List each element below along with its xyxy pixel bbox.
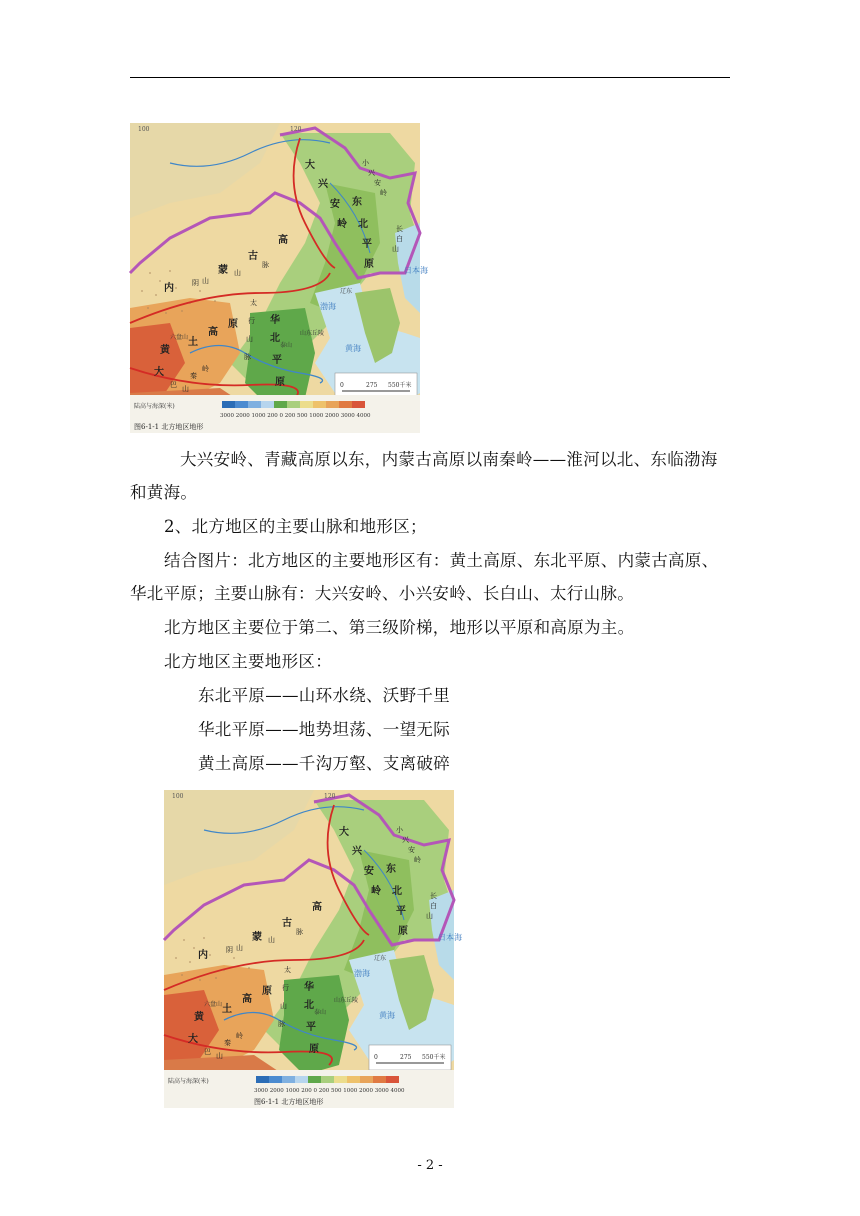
map2-scale-550: 550千米 <box>422 1054 446 1061</box>
map1-label-huangtu-1: 黄 <box>160 345 170 356</box>
map1-legend-title: 陆高与海深(米) <box>134 403 175 410</box>
map2-label-huangtu-4: 原 <box>262 986 272 997</box>
map1-label-dong: 东 <box>352 197 362 208</box>
map1-legend-values: 3000 2000 1000 200 0 200 500 1000 2000 3000 4000 <box>220 413 371 419</box>
map2-label-bei: 北 <box>392 886 402 897</box>
map1-label-huangtu-4: 原 <box>228 319 238 330</box>
map1-label-xing: 兴 <box>318 179 328 190</box>
map1-label-taihang-3: 山 <box>246 335 253 343</box>
map1-label-qinling-2: 岭 <box>202 365 209 373</box>
paragraph-line-5: 华北平原；主要山脉有：大兴安岭、小兴安岭、长白山、太行山脉。 <box>130 584 634 603</box>
map1-caption: 图6-1-1 北方地区地形 <box>134 423 204 431</box>
map1-label-huangtu-3: 高 <box>208 327 218 338</box>
map2-label-yinshan-4: 脉 <box>296 928 303 936</box>
map2-legend-values: 3000 2000 1000 200 0 200 500 1000 2000 3000 4000 <box>254 1088 405 1094</box>
map1-label-huabei-2: 北 <box>270 333 280 344</box>
map1-label-huabei-4: 原 <box>275 377 285 388</box>
map2-label-taihang-4: 脉 <box>278 1020 285 1028</box>
map1-label-ling: 岭 <box>337 219 347 230</box>
map1-label-yinshan-4: 脉 <box>262 261 269 269</box>
map1-label-yinshan-3: 山 <box>234 269 241 277</box>
map2-label-huabei-2: 北 <box>304 1000 314 1011</box>
map2-label-changbai-3: 山 <box>426 912 433 920</box>
map2-label-dabashan-2: 巴 <box>204 1048 211 1056</box>
map2-label-taihang-1: 太 <box>284 966 291 974</box>
map1-label-da: 大 <box>305 160 315 171</box>
terrain-map-2 <box>164 790 462 1108</box>
map2-label-bohai: 渤海 <box>354 969 370 978</box>
map2-lon-120: 120 <box>324 793 336 800</box>
map2-label-taishan: 泰山 <box>314 1009 327 1016</box>
map2-label-taihang-2: 行 <box>282 984 289 992</box>
map1-label-gao: 高 <box>278 235 288 246</box>
map2-label-ling: 岭 <box>371 886 381 897</box>
map2-label-da: 大 <box>339 827 349 838</box>
map1-label-xiaoxing-2: 兴 <box>368 169 375 177</box>
terrain-map-figure-2 <box>164 790 462 1108</box>
map1-label-huangtu-2: 土 <box>188 337 198 348</box>
map1-label-shandong: 山东丘陵 <box>300 330 325 337</box>
map2-label-riben: 日本海 <box>438 933 462 942</box>
map2-label-huanghai: 黄海 <box>379 1011 395 1020</box>
map2-legend-title: 陆高与海深(米) <box>168 1078 209 1085</box>
map2-caption: 图6-1-1 北方地区地形 <box>254 1098 324 1106</box>
map2-label-yuan: 原 <box>398 926 408 937</box>
map2-scale-0: 0 <box>374 1054 378 1061</box>
map1-label-bohai: 渤海 <box>320 302 336 311</box>
map2-label-xiaoxing-3: 安 <box>408 846 415 854</box>
header-rule <box>130 77 730 78</box>
page-number: - 2 - <box>417 1158 443 1173</box>
map1-label-taihang-1: 太 <box>250 299 257 307</box>
map1-label-ping: 平 <box>362 239 372 250</box>
map2-label-huabei-4: 原 <box>309 1044 319 1055</box>
map2-label-xiaoxing-2: 兴 <box>402 836 409 844</box>
map2-scale-275: 275 <box>400 1054 412 1061</box>
map2-label-qinling-1: 秦 <box>224 1039 231 1047</box>
map1-label-dabashan-1: 大 <box>154 367 164 378</box>
map1-label-changbai-2: 白 <box>396 235 403 243</box>
map1-scale-550: 550千米 <box>388 382 412 389</box>
map1-label-qinling-1: 秦 <box>190 372 197 380</box>
map2-label-taihang-3: 山 <box>280 1002 287 1010</box>
map1-label-liaodong: 辽东 <box>340 288 353 295</box>
paragraph-line-6: 北方地区主要位于第二、第三级阶梯，地形以平原和高原为主。 <box>164 618 635 637</box>
terrain-map-1 <box>130 123 428 433</box>
map2-label-ping: 平 <box>396 906 406 917</box>
map1-label-nei: 内 <box>164 283 174 294</box>
map1-lon-100: 100 <box>138 126 150 133</box>
terrain-item-loess: 黄土高原——千沟万壑、支离破碎 <box>198 754 450 773</box>
map2-label-xiaoxing-1: 小 <box>396 826 403 834</box>
map1-label-riben: 日本海 <box>404 266 428 275</box>
map2-label-huangtu-1: 黄 <box>194 1012 204 1023</box>
map2-label-huangtu-2: 土 <box>222 1004 232 1015</box>
map1-scale-0: 0 <box>340 382 344 389</box>
map1-scale-275: 275 <box>366 382 378 389</box>
map2-label-shandong: 山东丘陵 <box>334 997 359 1004</box>
map1-label-xiaoxing-1: 小 <box>362 159 369 167</box>
map2-label-gao: 高 <box>312 902 322 913</box>
map1-label-taihang-2: 行 <box>248 317 255 325</box>
map1-lon-120: 120 <box>290 126 302 133</box>
map1-label-dabashan-3: 山 <box>182 385 189 393</box>
paragraph-line-7: 北方地区主要地形区： <box>164 652 332 671</box>
terrain-item-northeast: 东北平原——山环水绕、沃野千里 <box>198 686 450 705</box>
map1-label-xiaoxing-3: 安 <box>374 179 381 187</box>
map2-label-yinshan-3: 山 <box>268 936 275 944</box>
map1-label-xiaoxing-4: 岭 <box>380 189 387 197</box>
map1-label-gu: 古 <box>248 251 258 262</box>
map2-label-dabashan-3: 山 <box>216 1052 223 1060</box>
map1-label-taishan: 泰山 <box>280 342 293 349</box>
map2-label-huabei-3: 平 <box>306 1022 316 1033</box>
map2-label-liaodong: 辽东 <box>374 955 387 962</box>
map2-label-yinshan-1: 阴 <box>226 946 233 954</box>
map1-label-huabei-1: 华 <box>270 315 280 326</box>
map2-label-an: 安 <box>364 866 374 877</box>
map1-label-changbai-1: 长 <box>396 225 403 233</box>
map1-label-yinshan-1: 阴 <box>192 279 199 287</box>
map1-label-yinshan-2: 山 <box>202 277 209 285</box>
map2-label-dabashan-1: 大 <box>188 1034 198 1045</box>
map2-label-xing: 兴 <box>352 846 362 857</box>
map2-label-huabei-1: 华 <box>304 982 314 993</box>
map1-label-huanghai: 黄海 <box>345 344 361 353</box>
map2-label-changbai-1: 长 <box>430 892 437 900</box>
map1-label-changbai-3: 山 <box>392 245 399 253</box>
map2-label-liupan: 六盘山 <box>204 1001 223 1008</box>
map2-label-dong: 东 <box>386 864 396 875</box>
map2-label-huangtu-3: 高 <box>242 994 252 1005</box>
map1-label-huabei-3: 平 <box>272 355 282 366</box>
map1-label-taihang-4: 脉 <box>244 353 251 361</box>
map2-label-qinling-2: 岭 <box>236 1032 243 1040</box>
map2-label-meng: 蒙 <box>252 932 262 943</box>
map2-label-gu: 古 <box>282 918 292 929</box>
terrain-item-northchina: 华北平原——地势坦荡、一望无际 <box>198 720 450 739</box>
map1-label-liupan: 六盘山 <box>170 334 189 341</box>
map2-label-changbai-2: 白 <box>430 902 437 910</box>
map2-label-yinshan-2: 山 <box>236 944 243 952</box>
terrain-map-figure-1 <box>130 123 428 433</box>
map1-label-yuan: 原 <box>364 259 374 270</box>
map2-lon-100: 100 <box>172 793 184 800</box>
map1-label-meng: 蒙 <box>218 265 228 276</box>
map2-label-nei: 内 <box>198 950 208 961</box>
map1-label-bei: 北 <box>358 219 368 230</box>
paragraph-line-4: 结合图片：北方地区的主要地形区有：黄土高原、东北平原、内蒙古高原、 <box>164 551 719 570</box>
section-heading: 2、北方地区的主要山脉和地形区； <box>164 517 427 536</box>
paragraph-line-1: 大兴安岭、青藏高原以东，内蒙古高原以南秦岭——淮河以北、东临渤海 <box>180 450 718 469</box>
paragraph-line-2: 和黄海。 <box>130 483 198 502</box>
map1-label-an: 安 <box>330 199 340 210</box>
map1-label-dabashan-2: 巴 <box>170 381 177 389</box>
map2-label-xiaoxing-4: 岭 <box>414 856 421 864</box>
